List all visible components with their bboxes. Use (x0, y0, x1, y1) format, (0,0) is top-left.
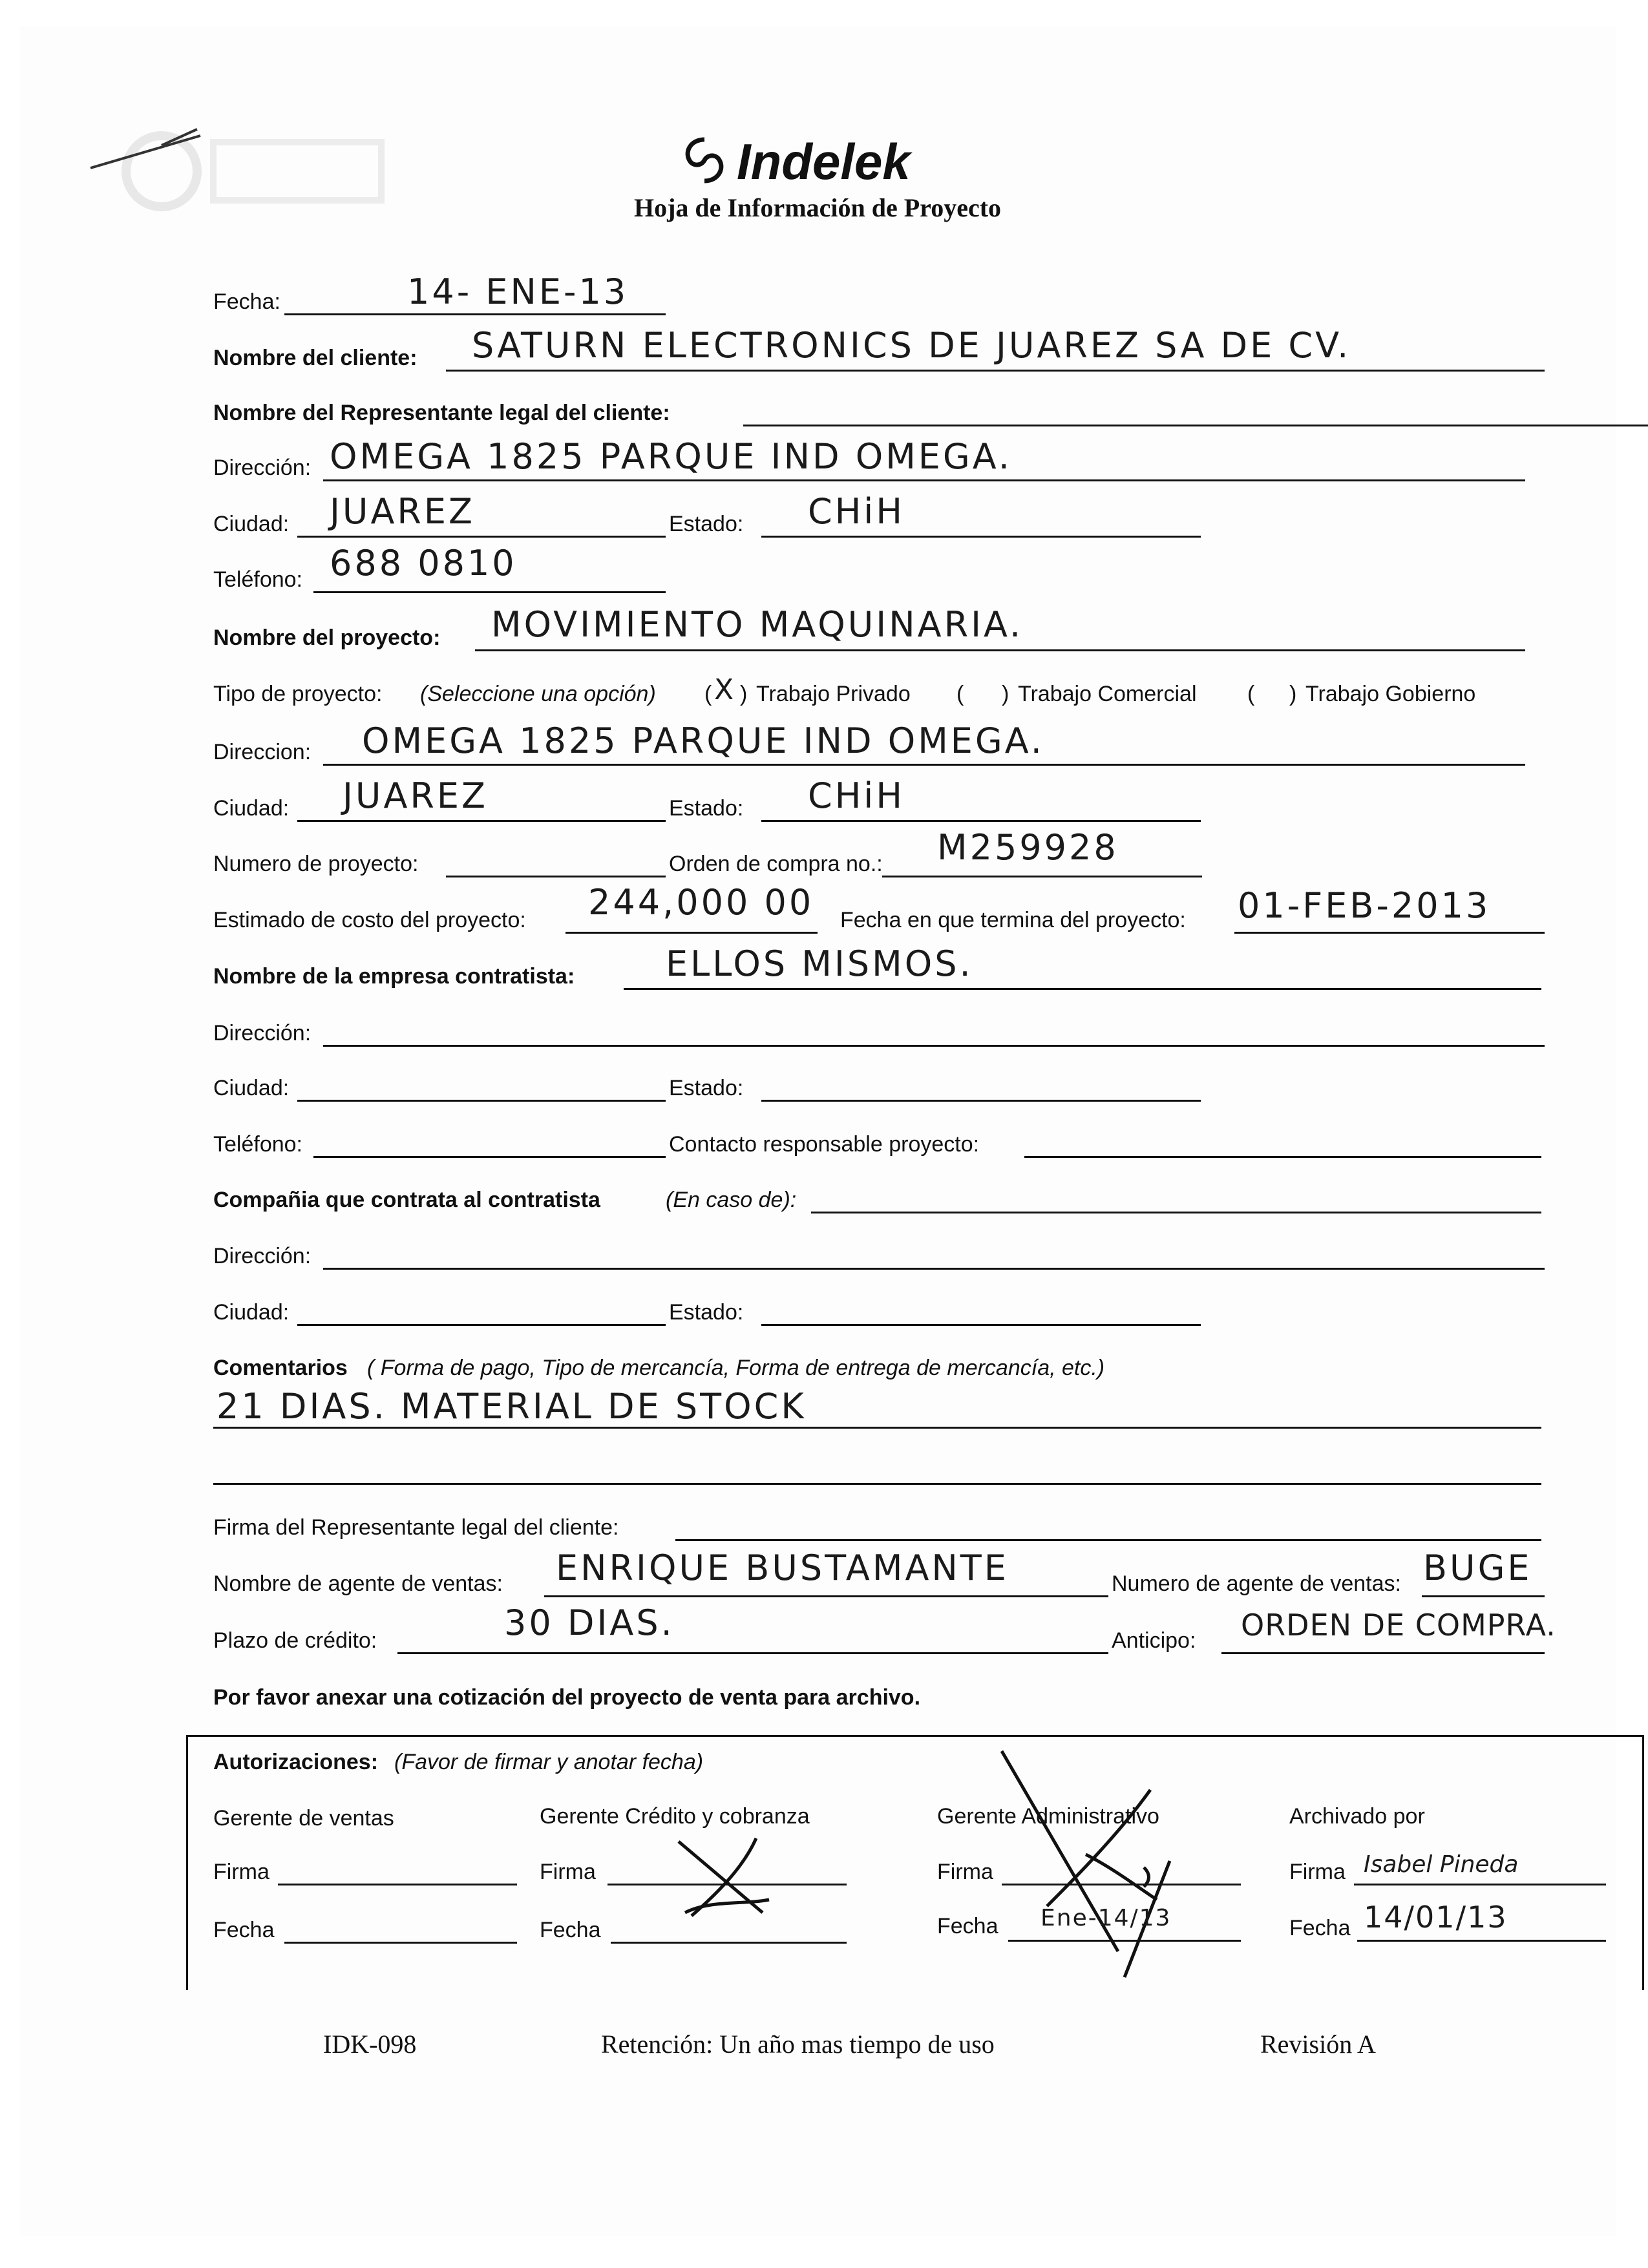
form-code: IDK-098 (323, 2030, 417, 2059)
direccion-value: OMEGA 1825 PARQUE IND OMEGA. (330, 436, 1012, 477)
autorizaciones-label: Autorizaciones: (213, 1750, 379, 1774)
telefono-value: 688 0810 (330, 543, 517, 583)
telefono-label: Teléfono: (213, 567, 302, 592)
option-trabajo-comercial[interactable]: Trabajo Comercial (1018, 682, 1197, 706)
page-title: Hoja de Información de Proyecto (633, 193, 1002, 222)
option-gobierno-open-paren: ( (1247, 682, 1255, 706)
fecha-credito-label: Fecha (540, 1918, 601, 1942)
credito-signature-icon (666, 1829, 782, 1926)
fecha-label: Fecha: (213, 289, 280, 314)
anexar-nota: Por favor anexar una cotización del proyecto de venta para archivo. (213, 1685, 921, 1710)
ciudad-value: JUAREZ (330, 491, 476, 532)
revision-text: Revisión A (1260, 2030, 1376, 2059)
fecha-ventas-label: Fecha (213, 1918, 275, 1942)
nombre-proyecto-line (475, 649, 1525, 651)
option-privado-mark[interactable]: X (714, 673, 735, 706)
compania-contrata-label: Compañia que contrata al contratista (213, 1188, 600, 1212)
anticipo-value: ORDEN DE COMPRA. (1241, 1608, 1556, 1643)
form-sheet (19, 26, 1616, 2236)
orden-compra-label: Orden de compra no.: (669, 852, 883, 876)
plazo-credito-label: Plazo de crédito: (213, 1628, 377, 1653)
contratista-estado-line (761, 1100, 1201, 1102)
firma-ventas-label: Firma (213, 1860, 269, 1884)
contratista-ciudad-line (297, 1100, 666, 1102)
ciudad-line (297, 536, 666, 538)
comentarios-line-1 (213, 1427, 1541, 1429)
compania-direccion-line (323, 1268, 1545, 1270)
firma-ventas-line (278, 1884, 517, 1885)
compania-estado-label: Estado: (669, 1300, 744, 1325)
option-gobierno-close-paren: ) (1289, 682, 1297, 706)
nombre-proyecto-label: Nombre del proyecto: (213, 625, 441, 650)
contratista-estado-label: Estado: (669, 1076, 744, 1100)
option-trabajo-privado[interactable]: Trabajo Privado (756, 682, 911, 706)
fecha-termino-label: Fecha en que termina del proyecto: (840, 908, 1186, 932)
fecha-value: 14- ENE-13 (407, 271, 629, 312)
tipo-proyecto-hint: (Seleccione una opción) (420, 682, 656, 706)
proyecto-ciudad-value: JUAREZ (343, 775, 489, 816)
fecha-line (284, 313, 666, 315)
compania-ciudad-label: Ciudad: (213, 1300, 290, 1325)
fecha-administrativo-value: Ene-14/13 (1041, 1905, 1172, 1931)
compania-direccion-label: Dirección: (213, 1244, 312, 1268)
proyecto-estado-label: Estado: (669, 796, 744, 821)
numero-agente-value: BUGE (1423, 1548, 1532, 1588)
numero-proyecto-label: Numero de proyecto: (213, 852, 419, 876)
fecha-archivado-line (1357, 1940, 1606, 1942)
option-comercial-open-paren: ( (956, 682, 964, 706)
retencion-text: Retención: Un año mas tiempo de uso (601, 2030, 995, 2059)
firma-credito-label: Firma (540, 1860, 596, 1884)
indelek-logo-icon (679, 134, 730, 189)
firma-archivado-line (1354, 1884, 1606, 1885)
option-privado-close-paren: ) (740, 682, 748, 706)
firma-representante-label: Firma del Representante legal del cliente: (213, 1515, 619, 1540)
compania-contrata-line (811, 1212, 1541, 1213)
costo-estimado-value: 244,000 00 (588, 882, 814, 923)
numero-agente-line (1422, 1595, 1545, 1597)
contratista-telefono-line (313, 1156, 666, 1158)
proyecto-estado-line (761, 820, 1201, 822)
firma-archivado-label: Firma (1289, 1860, 1346, 1884)
nombre-proyecto-value: MOVIMIENTO MAQUINARIA. (491, 604, 1024, 645)
autorizaciones-hint: (Favor de firmar y anotar fecha) (394, 1750, 704, 1774)
indelek-logo-text: Indelek (737, 133, 911, 190)
comentarios-line-2 (213, 1483, 1541, 1485)
tipo-proyecto-label: Tipo de proyecto: (213, 682, 383, 706)
nombre-cliente-label: Nombre del cliente: (213, 346, 417, 370)
agente-ventas-line (544, 1595, 1108, 1597)
estado-line (761, 536, 1201, 538)
contacto-responsable-label: Contacto responsable proyecto: (669, 1132, 980, 1157)
representante-legal-label: Nombre del Representante legal del cliente: (213, 401, 670, 425)
option-trabajo-gobierno[interactable]: Trabajo Gobierno (1305, 682, 1476, 706)
proyecto-direccion-line (323, 764, 1525, 766)
proyecto-ciudad-line (297, 820, 666, 822)
comentarios-hint: ( Forma de pago, Tipo de mercancía, Forma de entrega de mercancía, etc.) (367, 1356, 1105, 1380)
contratista-direccion-label: Dirección: (213, 1021, 312, 1045)
firma-archivado-value: Isabel Pineda (1364, 1851, 1519, 1878)
firma-representante-line (675, 1539, 1541, 1541)
compania-ciudad-line (297, 1324, 666, 1326)
estado-label: Estado: (669, 512, 744, 536)
numero-agente-label: Numero de agente de ventas: (1112, 1571, 1401, 1596)
numero-proyecto-line (446, 876, 666, 877)
administrativo-signature-icon (989, 1738, 1209, 1984)
agente-ventas-value: ENRIQUE BUSTAMANTE (556, 1548, 1009, 1588)
empresa-contratista-line (624, 988, 1541, 990)
option-privado-open-paren: ( (704, 682, 712, 706)
ciudad-label: Ciudad: (213, 512, 290, 536)
compania-estado-line (761, 1324, 1201, 1326)
comentarios-value: 21 DIAS. MATERIAL DE STOCK (217, 1386, 807, 1427)
option-comercial-close-paren: ) (1002, 682, 1009, 706)
pen-stroke-icon (84, 123, 207, 174)
proyecto-direccion-value: OMEGA 1825 PARQUE IND OMEGA. (362, 720, 1044, 761)
proyecto-ciudad-label: Ciudad: (213, 796, 290, 821)
fecha-archivado-label: Fecha (1289, 1916, 1351, 1940)
anticipo-line (1221, 1652, 1545, 1654)
direccion-label: Dirección: (213, 456, 312, 480)
agente-ventas-label: Nombre de agente de ventas: (213, 1571, 503, 1596)
fecha-administrativo-label: Fecha (937, 1914, 998, 1938)
proyecto-direccion-label: Direccion: (213, 740, 312, 764)
comentarios-label: Comentarios (213, 1356, 348, 1380)
estado-value: CHiH (808, 491, 905, 532)
empresa-contratista-value: ELLOS MISMOS. (666, 943, 973, 984)
gerente-administrativo-title: Gerente Administrativo (937, 1804, 1159, 1829)
fecha-credito-line (611, 1942, 847, 1944)
nombre-cliente-line (446, 370, 1545, 372)
gerente-credito-title: Gerente Crédito y cobranza (540, 1804, 810, 1829)
firma-administrativo-label: Firma (937, 1860, 993, 1884)
costo-estimado-label: Estimado de costo del proyecto: (213, 908, 526, 932)
empresa-contratista-label: Nombre de la empresa contratista: (213, 964, 575, 989)
costo-estimado-line (565, 932, 818, 934)
orden-compra-line (882, 876, 1202, 877)
plazo-credito-line (397, 1652, 1108, 1654)
orden-compra-value: M259928 (937, 827, 1119, 868)
representante-legal-line (743, 425, 1648, 426)
gerente-ventas-title: Gerente de ventas (213, 1806, 394, 1831)
direccion-line (323, 479, 1525, 481)
compania-contrata-hint: (En caso de): (666, 1188, 797, 1212)
plazo-credito-value: 30 DIAS. (504, 1602, 675, 1643)
proyecto-estado-value: CHiH (808, 775, 905, 816)
anticipo-label: Anticipo: (1112, 1628, 1196, 1653)
contratista-direccion-line (323, 1045, 1545, 1047)
nombre-cliente-value: SATURN ELECTRONICS DE JUAREZ SA DE CV. (472, 325, 1351, 366)
contratista-ciudad-label: Ciudad: (213, 1076, 290, 1100)
contratista-telefono-label: Teléfono: (213, 1132, 302, 1157)
fecha-termino-line (1234, 932, 1545, 934)
fecha-ventas-line (284, 1942, 517, 1944)
fecha-archivado-value: 14/01/13 (1364, 1900, 1508, 1935)
contacto-responsable-line (1024, 1156, 1541, 1158)
fecha-termino-value: 01-FEB-2013 (1238, 885, 1491, 926)
archivado-por-title: Archivado por (1289, 1804, 1425, 1829)
fecha-administrativo-line (1008, 1940, 1241, 1942)
telefono-line (313, 591, 666, 593)
